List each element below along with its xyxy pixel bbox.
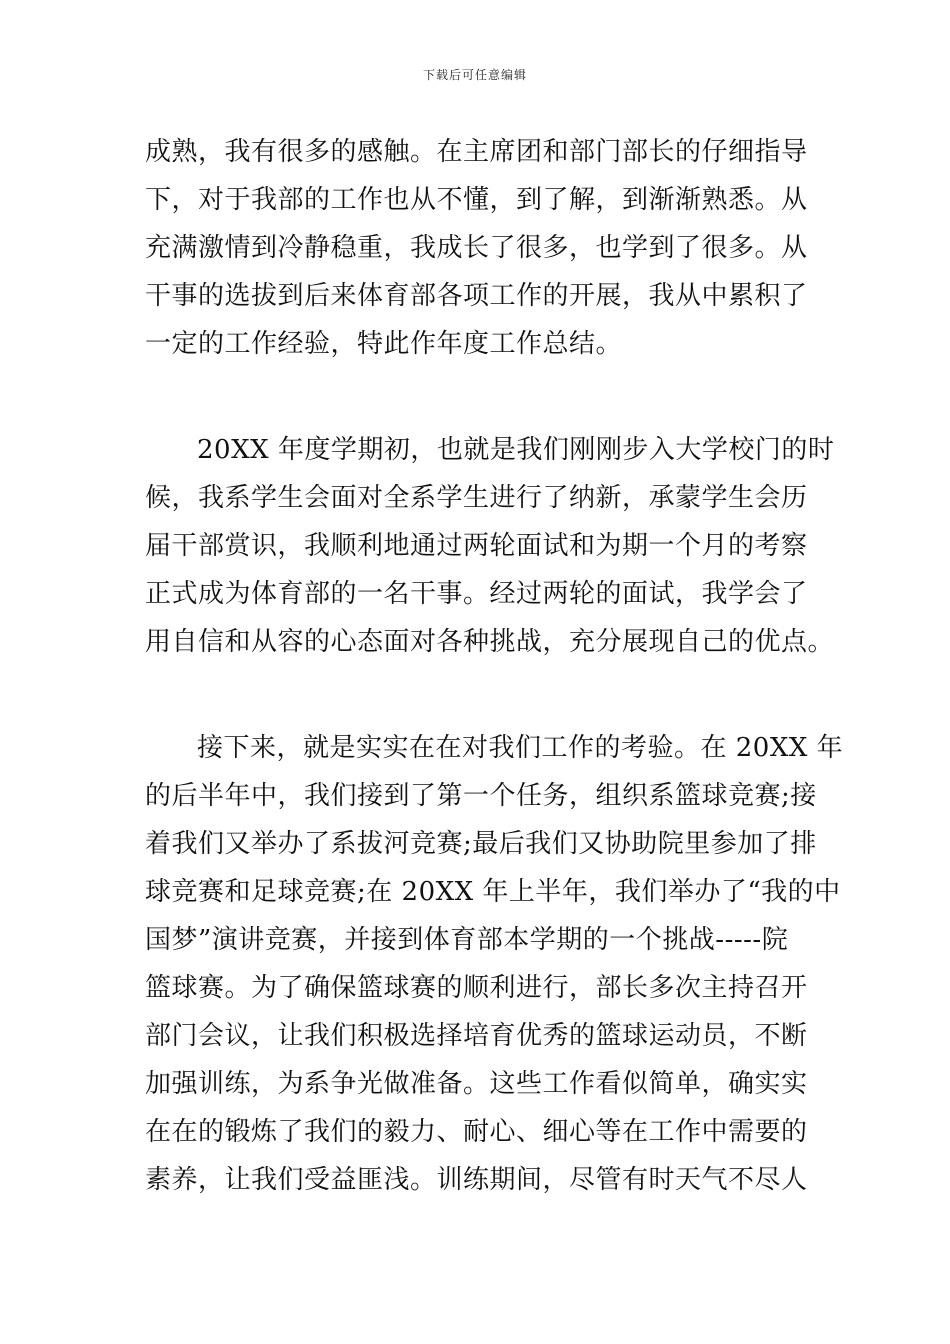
text-line: 干事的选拔到后来体育部各项工作的开展，我从中累积了 (145, 281, 808, 311)
text-line: 加强训练，为系争光做准备。这些工作看似简单，确实实 (145, 1069, 808, 1099)
paragraph-spacer (145, 368, 810, 426)
text-line: 20XX 年度学期初，也就是我们刚刚步入大学校门的时 (197, 435, 835, 465)
text-line: 一定的工作经验，特此作年度工作总结。 (145, 329, 623, 359)
text-line: 的后半年中，我们接到了第一个任务，组织系篮球竞赛;接 (145, 781, 817, 811)
text-line: 届干部赏识，我顺利地通过两轮面试和为期一个月的考察 (145, 531, 808, 561)
text-line: 下，对于我部的工作也从不懂，到了解，到渐渐熟悉。从 (145, 185, 808, 215)
text-line: 部门会议，让我们积极选择培育优秀的篮球运动员，不断 (145, 1021, 808, 1051)
text-line: 素养，让我们受益匪浅。训练期间，尽管有时天气不尽人 (145, 1165, 808, 1195)
text-line: 球竞赛和足球竞赛;在 20XX 年上半年，我们举办了“我的中 (145, 877, 841, 907)
text-line: 正式成为体育部的一名干事。经过两轮的面试，我学会了 (145, 579, 808, 609)
text-line: 着我们又举办了系拔河竞赛;最后我们又协助院里参加了排 (145, 829, 817, 859)
text-line: 篮球赛。为了确保篮球赛的顺利进行，部长多次主持召开 (145, 973, 808, 1003)
text-line: 国梦”演讲竞赛，并接到体育部本学期的一个挑战-----院 (145, 925, 789, 955)
text-line: 在在的锻炼了我们的毅力、耐心、细心等在工作中需要的 (145, 1117, 808, 1147)
page-header: 下载后可任意编辑 (422, 68, 527, 82)
paragraph-2 (145, 426, 835, 666)
document-body (145, 128, 844, 1204)
text-line: 候，我系学生会面对全系学生进行了纳新，承蒙学生会历 (145, 483, 808, 513)
text-line: 成熟，我有很多的感触。在主席团和部门部长的仔细指导 (145, 137, 808, 167)
text-line: 接下来，就是实实在在对我们工作的考验。在 20XX 年 (197, 733, 844, 763)
text-line: 充满激情到冷静稳重，我成长了很多，也学到了很多。从 (145, 233, 808, 263)
paragraph-1 (145, 128, 810, 368)
paragraph-spacer (145, 666, 810, 724)
text-line: 用自信和从容的心态面对各种挑战，充分展现自己的优点。 (145, 627, 835, 657)
paragraph-3 (145, 724, 844, 1204)
